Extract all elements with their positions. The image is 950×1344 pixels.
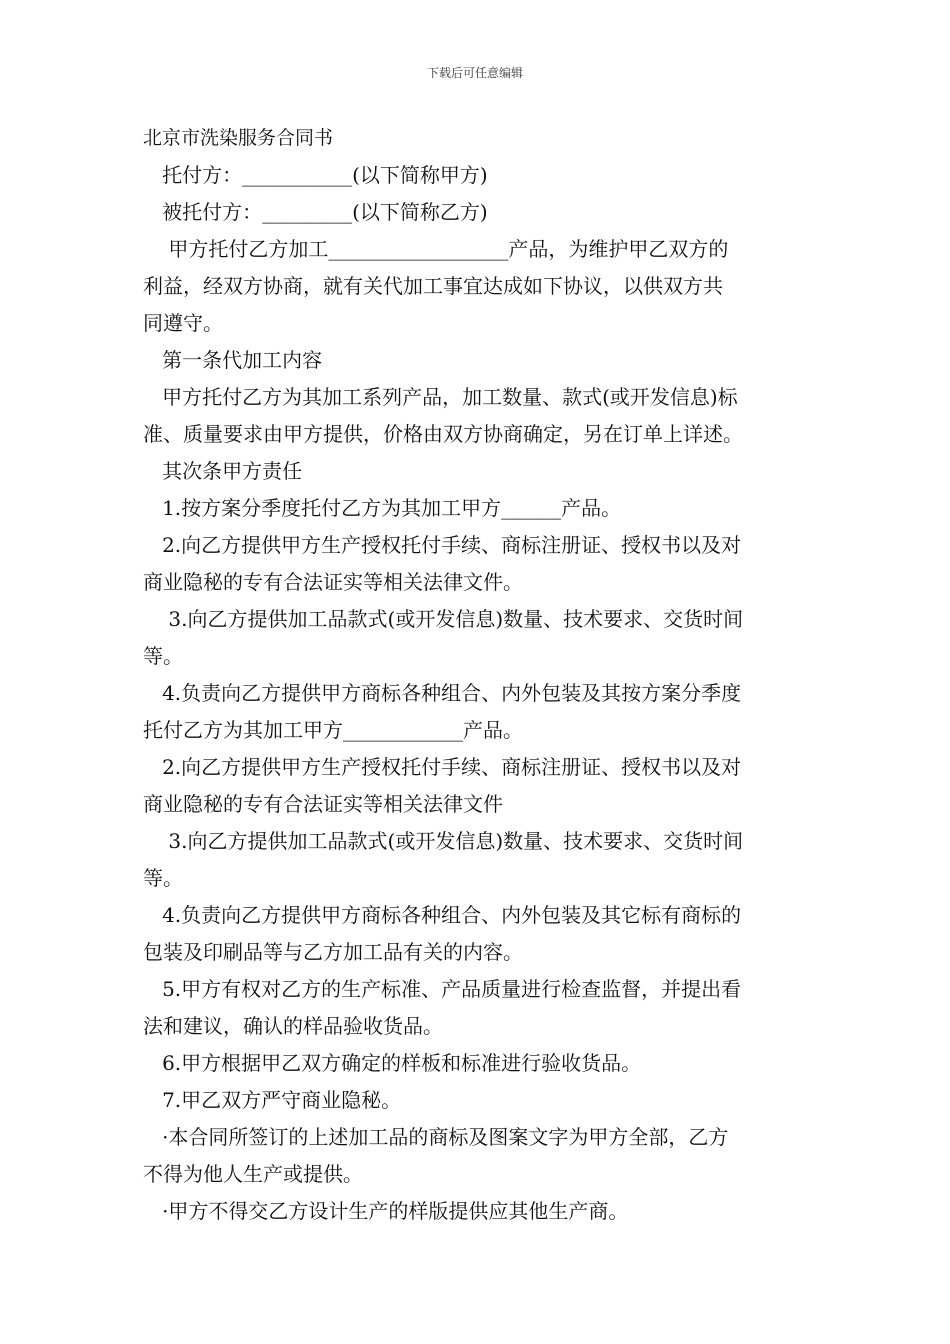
section-heading: 第一条代加工内容 xyxy=(143,348,323,372)
text-line: 被托付方：_________(以下简称乙方) xyxy=(143,200,488,224)
text-line: 5.甲方有权对乙方的生产标准、产品质量进行检查监督，并提出看 xyxy=(143,977,742,1001)
text-line: 包装及印刷品等与乙方加工品有关的内容。 xyxy=(143,940,523,964)
text-line: 利益，经双方协商，就有关代加工事宜达成如下协议，以供双方共 xyxy=(143,274,723,298)
text-line: 商业隐秘的专有合法证实等相关法律文件 xyxy=(143,792,503,816)
text-line: 不得为他人生产或提供。 xyxy=(143,1162,363,1186)
text-line: 等。 xyxy=(143,644,183,668)
text-line: 商业隐秘的专有合法证实等相关法律文件。 xyxy=(143,570,523,594)
page-header: 下载后可任意编辑 xyxy=(426,66,523,80)
text-line: 6.甲方根据甲乙双方确定的样板和标准进行验收货品。 xyxy=(143,1051,642,1075)
text-line: 4.负责向乙方提供甲方商标各种组合、内外包装及其按方案分季度 xyxy=(143,681,742,705)
text-line: 7.甲乙双方严守商业隐秘。 xyxy=(143,1088,402,1112)
text-line: 准、质量要求由甲方提供，价格由双方协商确定，另在订单上详述。 xyxy=(143,422,743,446)
text-line: 3.向乙方提供加工品款式(或开发信息)数量、技术要求、交货时间 xyxy=(143,829,744,853)
text-line: 同遵守。 xyxy=(143,311,223,335)
text-line: 1.按方案分季度托付乙方为其加工甲方______产品。 xyxy=(143,496,622,520)
text-line: 4.负责向乙方提供甲方商标各种组合、内外包装及其它标有商标的 xyxy=(143,903,742,927)
section-heading: 其次条甲方责任 xyxy=(143,459,303,483)
text-line: 2.向乙方提供甲方生产授权托付手续、商标注册证、授权书以及对 xyxy=(143,755,742,779)
text-line: 3.向乙方提供加工品款式(或开发信息)数量、技术要求、交货时间 xyxy=(143,607,744,631)
document-body xyxy=(143,120,808,1230)
text-line: ·甲方不得交乙方设计生产的样版提供应其他生产商。 xyxy=(143,1199,629,1223)
text-line: 等。 xyxy=(143,866,183,890)
text-line: 甲方托付乙方加工__________________产品，为维护甲乙双方的 xyxy=(143,237,729,261)
text-line: 甲方托付乙方为其加工系列产品，加工数量、款式(或开发信息)标 xyxy=(143,385,738,409)
text-line: ·本合同所签订的上述加工品的商标及图案文字为甲方全部，乙方 xyxy=(143,1125,729,1149)
document-title: 北京市洗染服务合同书 xyxy=(143,127,334,149)
text-line: 托付乙方为其加工甲方____________产品。 xyxy=(143,718,523,742)
text-line: 2.向乙方提供甲方生产授权托付手续、商标注册证、授权书以及对 xyxy=(143,533,742,557)
text-line: 法和建议，确认的样品验收货品。 xyxy=(143,1014,443,1038)
text-line: 托付方：___________(以下简称甲方) xyxy=(143,163,488,187)
